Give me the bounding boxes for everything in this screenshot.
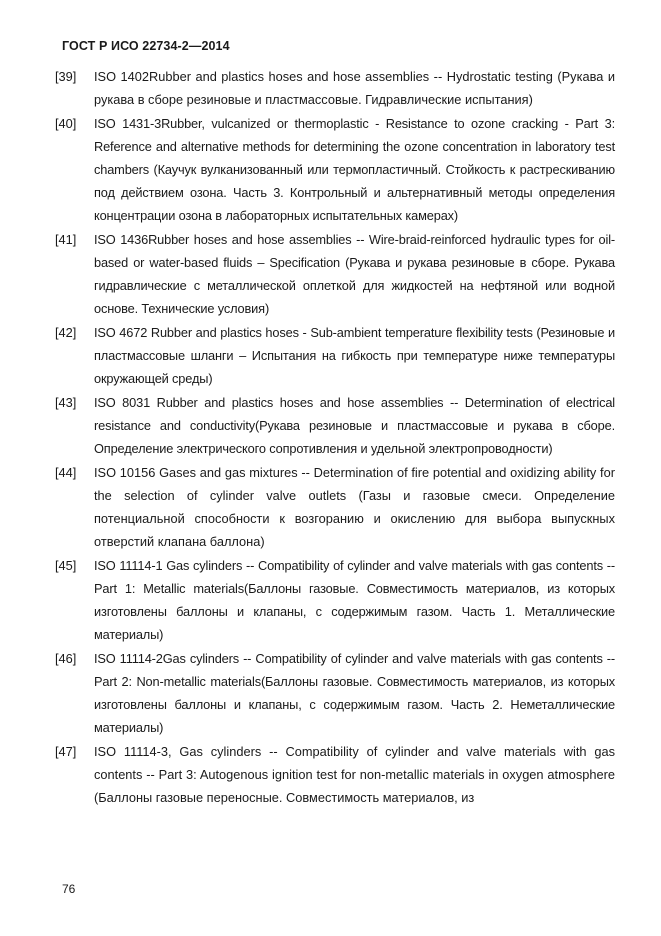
reference-number: [43] (55, 395, 77, 410)
reference-item (55, 740, 615, 809)
reference-number: [39] (55, 69, 77, 84)
reference-number: [46] (55, 651, 77, 666)
reference-number: [44] (55, 465, 77, 480)
reference-text: ISO 10156 Gases and gas mixtures -- Determination of fire potential and oxidizing ability for the selection of cylinder valve outlets (Газы и газовые смеси. Определение потенциальной способности к возгоранию и окислению для выбора выпускных отверстий клапана баллона) (94, 465, 615, 549)
reference-item (55, 461, 615, 553)
reference-text: ISO 11114-1 Gas cylinders -- Compatibility of cylinder and valve materials with gas contents -- Part 1: Metallic materials(Баллоны газовые. Совместимость материалов, из которых изготовлены баллоны и клапаны, с содержимым газом. Часть 1. Металлические материалы) (94, 558, 615, 642)
reference-item (55, 321, 615, 390)
reference-number: [41] (55, 232, 77, 247)
reference-item (55, 112, 615, 227)
reference-text: ISO 11114-2Gas cylinders -- Compatibility of cylinder and valve materials with gas contents -- Part 2: Non-metallic materials(Баллоны газовые. Совместимость материалов, из которых изготовлены баллоны и клапаны, с содержимым газом. Часть 2. Неметаллические материалы) (94, 651, 615, 735)
reference-number: [40] (55, 116, 77, 131)
reference-number: [47] (55, 744, 77, 759)
reference-text: ISO 1402Rubber and plastics hoses and hose assemblies -- Hydrostatic testing (Рукава и рукава в сборе резиновые и пластмассовые. Гидравлические испытания) (94, 69, 615, 107)
reference-item (55, 647, 615, 739)
reference-text: ISO 1431-3Rubber, vulcanized or thermoplastic - Resistance to ozone cracking - Part 3: Reference and alternative methods for determining the ozone concentration in laboratory test chambers (Каучук вулканизованный или термопластичный. Стойкость к растрескиванию под действием озона. Часть 3. Контрольный и альтернативный методы определения концентрации озона в лабораторных испытательных камерах) (94, 116, 615, 223)
reference-item (55, 391, 615, 460)
reference-item (55, 228, 615, 320)
reference-text: ISO 11114-3, Gas cylinders -- Compatibility of cylinder and valve materials with gas contents -- Part 3: Autogenous ignition test for non-metallic materials in oxygen atmosphere (Баллоны газовые переносные. Совместимость материалов, из (94, 744, 615, 805)
reference-number: [45] (55, 558, 77, 573)
page-number: 76 (62, 882, 76, 896)
reference-list (55, 65, 615, 810)
reference-number: [42] (55, 325, 77, 340)
reference-item (55, 65, 615, 111)
document-header: ГОСТ Р ИСО 22734-2—2014 (62, 39, 230, 53)
reference-text: ISO 1436Rubber hoses and hose assemblies -- Wire-braid-reinforced hydraulic types for oil-based or water-based fluids – Specification (Рукава и рукава резиновые в сборе. Рукава гидравлические с металлической оплеткой для жидкостей на нефтяной или водной основе. Технические условия) (94, 232, 615, 316)
reference-text: ISO 4672 Rubber and plastics hoses - Sub-ambient temperature flexibility tests (Резиновые и пластмассовые шланги – Испытания на гибкость при температуре ниже температуры окружающей среды) (94, 325, 615, 386)
reference-item (55, 554, 615, 646)
reference-text: ISO 8031 Rubber and plastics hoses and hose assemblies -- Determination of electrical resistance and conductivity(Рукава резиновые и пластмассовые и рукава в сборе. Определение электрического сопротивления и удельной электропроводности) (94, 395, 615, 456)
